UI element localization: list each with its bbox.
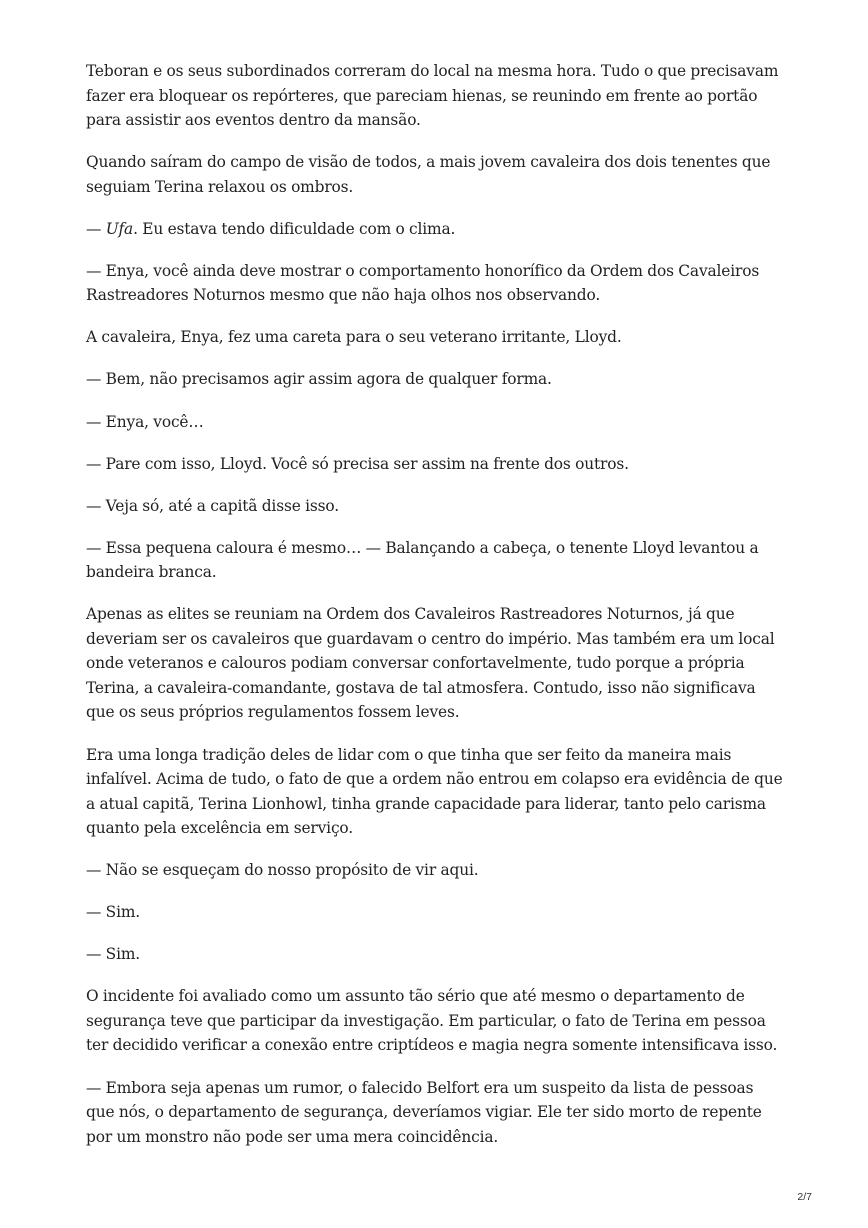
paragraph: Era uma longa tradição deles de lidar com o que tinha que ser feito da maneira mais infalível. Acima de tudo, o fato de que a ordem não entrou em colapso era evidência de que a atual capitã, Terina Lionhowl, tinha grande capacidade para liderar, tanto pelo carisma quanto pela excelência em serviço. <box>86 745 783 838</box>
paragraph: — Enya, você ainda deve mostrar o comportamento honorífico da Ordem dos Cavaleiros Rastreadores Noturnos mesmo que não haja olhos nos observando. <box>86 261 760 305</box>
paragraph: O incidente foi avaliado como um assunto tão sério que até mesmo o departamento de segurança teve que participar da investigação. Em particular, o fato de Terina em pessoa ter decidido verificar a conexão entre criptídeos e magia negra somente intensificava isso. <box>86 987 778 1055</box>
paragraph: A cavaleira, Enya, fez uma careta para o seu veterano irritante, Lloyd. <box>86 328 622 347</box>
paragraph: — Não se esqueçam do nosso propósito de vir aqui. <box>86 861 479 880</box>
dialogue-dash: — <box>86 219 106 238</box>
paragraph: — Sim. <box>86 903 141 922</box>
paragraph: — Sim. <box>86 945 141 964</box>
document-body <box>86 59 786 1167</box>
paragraph: — Veja só, até a capitã disse isso. <box>86 496 339 515</box>
paragraph: — Essa pequena caloura é mesmo… — Balançando a cabeça, o tenente Lloyd levantou a bandeira branca. <box>86 538 759 582</box>
paragraph: — Enya, você… <box>86 412 204 431</box>
paragraph: — Bem, não precisamos agir assim agora de qualquer forma. <box>86 370 552 389</box>
sentence-separator: . <box>133 219 143 238</box>
paragraph-ufa <box>86 217 786 242</box>
paragraph-text: Eu estava tendo dificuldade com o clima. <box>142 219 456 238</box>
italic-word: Ufa <box>105 219 134 238</box>
paragraph: Apenas as elites se reuniam na Ordem dos Cavaleiros Rastreadores Noturnos, já que deveriam ser os cavaleiros que guardavam o centro do império. Mas também era um local onde veteranos e calouros podiam conversar confortavelmente, tudo porque a própria Terina, a cavaleira-comandante, gostava de tal atmosfera. Contudo, isso não significava que os seus próprios regulamentos fossem leves. <box>86 605 775 722</box>
paragraph: Quando saíram do campo de visão de todos, a mais jovem cavaleira dos dois tenentes que seguiam Terina relaxou os ombros. <box>86 153 771 196</box>
paragraph: — Pare com isso, Lloyd. Você só precisa ser assim na frente dos outros. <box>86 454 629 473</box>
paragraph: Teboran e os seus subordinados correram do local na mesma hora. Tudo o que precisavam fazer era bloquear os repórteres, que pareciam hienas, se reunindo em frente ao portão para assistir aos eventos dentro da mansão. <box>86 62 779 129</box>
paragraph: — Embora seja apenas um rumor, o falecido Belfort era um suspeito da lista de pessoas que nós, o departamento de segurança, deveríamos vigiar. Ele ter sido morto de repente por um monstro não pode ser uma mera coincidência. <box>86 1078 762 1146</box>
page-number: 2/7 <box>797 1191 812 1203</box>
